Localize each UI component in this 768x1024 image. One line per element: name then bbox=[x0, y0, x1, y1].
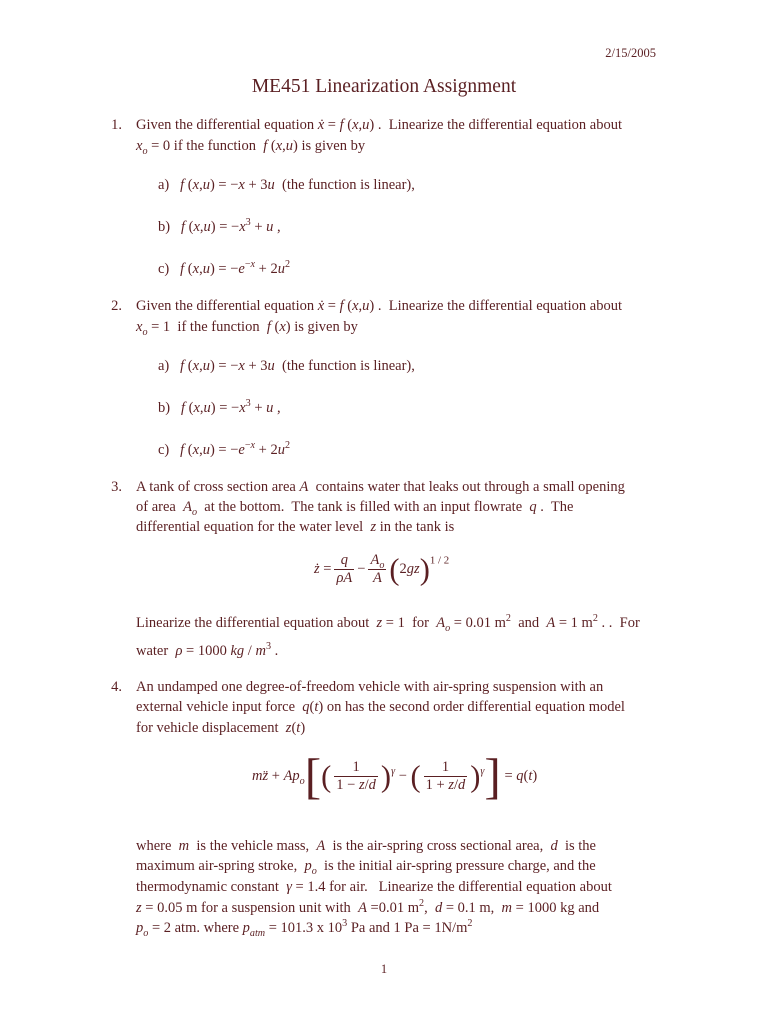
problem-1-part-c: c) f $(x,u) = -e^{-x} + 2u^2$ bbox=[158, 259, 291, 277]
page-number: 1 bbox=[380, 962, 388, 976]
problem-3-equation: ż = $\frac{q}{\rho A}$ − $\frac{A_o}{A}$ $(2gz)^{1 / 2}$ bbox=[314, 552, 450, 587]
document-title: ME451 Linearization Assignment bbox=[251, 76, 517, 97]
problem-3-number: 3. bbox=[111, 479, 122, 495]
problem-3-line-2: of area $A_o$ at the bottom. The tank is filled with an input flowrate q . The bbox=[136, 499, 574, 518]
problem-4-line-1: An undamped one degree-of-freedom vehicle with air-spring suspension with an bbox=[136, 679, 604, 695]
problem-4-equation: mz̈ + $Ap_o$[( $\frac{1}{1 - z/d}$ )$^\gamma$ − ( $\frac{1}{1 + z/d}$ )$^\gamma$] = q(t) bbox=[252, 749, 538, 804]
problem-4-line-2: external vehicle input force q(t) on has the second order differential equation model bbox=[136, 699, 625, 715]
problem-4-after-line-4: z = 0.05 m for a suspension unit with A =0.01 $m^2$, d = 0.1 m, m = 1000 kg and bbox=[136, 898, 600, 916]
problem-1-part-b: b) f $(x,u) = -x^3 + u$ , bbox=[158, 217, 281, 235]
problem-3-line-1: A tank of cross section area A contains water that leaks out through a small opening bbox=[136, 479, 625, 495]
problem-4-after-line-1: where m is the vehicle mass, A is the air-spring cross sectional area, d is the bbox=[136, 838, 596, 854]
problem-2-line-2: $x_o = 1$ if the function f (x) is given by bbox=[136, 319, 358, 338]
document-date: 2/15/2005 bbox=[605, 46, 656, 60]
problem-4-after-line-5: $p_o = 2$ atm. where $p_{atm} = 101.3$ x $10^3$ Pa and 1 $Pa = 1N/m^2$ bbox=[136, 918, 473, 939]
problem-4-line-3: for vehicle displacement z(t) bbox=[136, 720, 306, 736]
problem-1-line-1: Given the differential equation ẋ = f (x,u) . Linearize the differential equation about bbox=[136, 117, 622, 133]
problem-3-after-line-1: Linearize the differential equation about z = 1 for $A_o = 0.01$ $m^2$ and A = 1 $m^2$ . . For bbox=[136, 613, 640, 634]
problem-3-after-line-2: water ρ = 1000 kg / $m^3$ . bbox=[136, 641, 279, 659]
problem-1-line-2: $x_o = 0$ if the function f (x,u) is given by bbox=[136, 138, 366, 157]
problem-2-line-1: Given the differential equation ẋ = f (x,u) . Linearize the differential equation about bbox=[136, 298, 622, 314]
problem-2-part-b: b) f $(x,u) = -x^3 + u$ , bbox=[158, 398, 281, 416]
problem-2-part-a: a) f (x,u) = −x + 3u (the function is linear), bbox=[158, 358, 415, 374]
problem-3-line-3: differential equation for the water level z in the tank is bbox=[136, 519, 455, 535]
problem-1-part-a: a) f (x,u) = −x + 3u (the function is linear), bbox=[158, 177, 415, 193]
problem-4-after-line-3: thermodynamic constant γ = 1.4 for air. Linearize the differential equation about bbox=[136, 879, 612, 895]
problem-4-after-line-2: maximum air-spring stroke, $p_o$ is the initial air-spring pressure charge, and the bbox=[136, 858, 596, 877]
problem-1-number: 1. bbox=[111, 117, 122, 133]
problem-2-number: 2. bbox=[111, 298, 122, 314]
problem-2-part-c: c) f $(x,u) = -e^{-x} + 2u^2$ bbox=[158, 440, 291, 458]
problem-4-number: 4. bbox=[111, 679, 122, 695]
